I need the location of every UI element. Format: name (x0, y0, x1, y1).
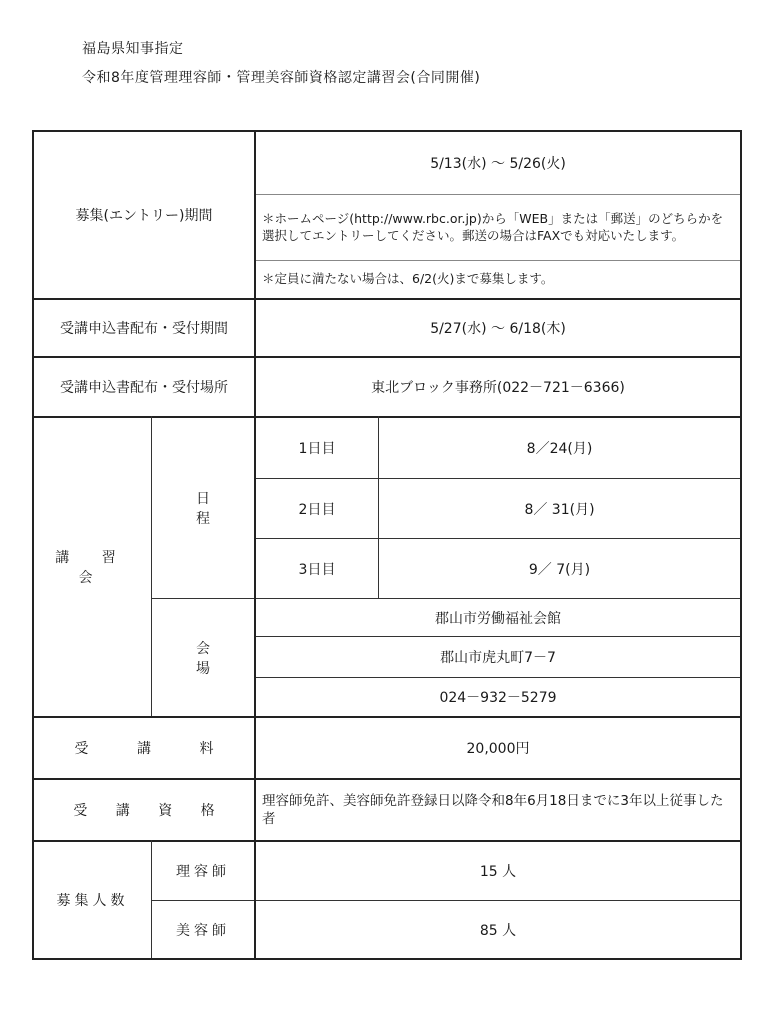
capacity-barber-count: 15 人 (479, 864, 517, 880)
recruitment-note-extension: ＊定員に満たない場合は、6/2(火)まで募集します。 (262, 271, 554, 287)
venue-name: 郡山市労働福祉会館 (435, 610, 561, 627)
capacity-beautician-label: 美容師 (176, 922, 230, 939)
application-period-value: 5/27(水) ～ 6/18(木) (430, 321, 566, 337)
fee-value: 20,000円 (466, 741, 530, 757)
schedule-label: 日 程 (196, 491, 240, 527)
capacity-barber-label: 理容師 (176, 864, 230, 880)
application-period-label: 受講申込書配布・受付期間 (60, 321, 228, 337)
venue-label: 会 場 (196, 640, 240, 677)
application-place-value: 東北ブロック事務所(022－721－6366) (371, 380, 625, 396)
venue-phone: 024－932－5279 (439, 690, 557, 706)
course-label: 講 習 会 (55, 550, 130, 586)
document-title: 令和8年度管理理容師・管理美容師資格認定講習会(合同開催) (82, 70, 481, 86)
capacity-beautician-count: 85 人 (479, 922, 517, 939)
recruitment-period: 5/13(水) ～ 5/26(火) (430, 156, 566, 172)
day-2-label: 2日目 (298, 501, 336, 518)
header-line-1: 福島県知事指定 (82, 41, 184, 57)
qualification-value: 理容師免許、美容師免許登録日以降令和8年6月18日までに3年以上従事した者 (262, 792, 724, 827)
day-1-date: 8／24(月) (526, 441, 593, 457)
recruitment-note-web: ＊ホームページ(http://www.rbc.or.jp)から「WEB」または「郵送」のどちらかを選択してエントリーしてください。郵送の場合はFAXでも対応いたします。 (262, 210, 724, 243)
fee-label: 受 講 料 (74, 741, 236, 757)
day-3-date: 9／ 7(月) (528, 561, 591, 578)
day-3-label: 3日目 (298, 561, 336, 578)
application-place-label: 受講申込書配布・受付場所 (60, 380, 228, 396)
venue-address: 郡山市虎丸町7－7 (440, 650, 556, 666)
qualification-label: 受 講 資 格 (73, 803, 227, 819)
info-table (32, 130, 742, 960)
day-1-label: 1日目 (298, 441, 336, 457)
day-2-date: 8／ 31(月) (524, 501, 595, 518)
recruitment-label: 募集(エントリー)期間 (75, 208, 213, 224)
capacity-label: 募集人数 (56, 893, 129, 909)
